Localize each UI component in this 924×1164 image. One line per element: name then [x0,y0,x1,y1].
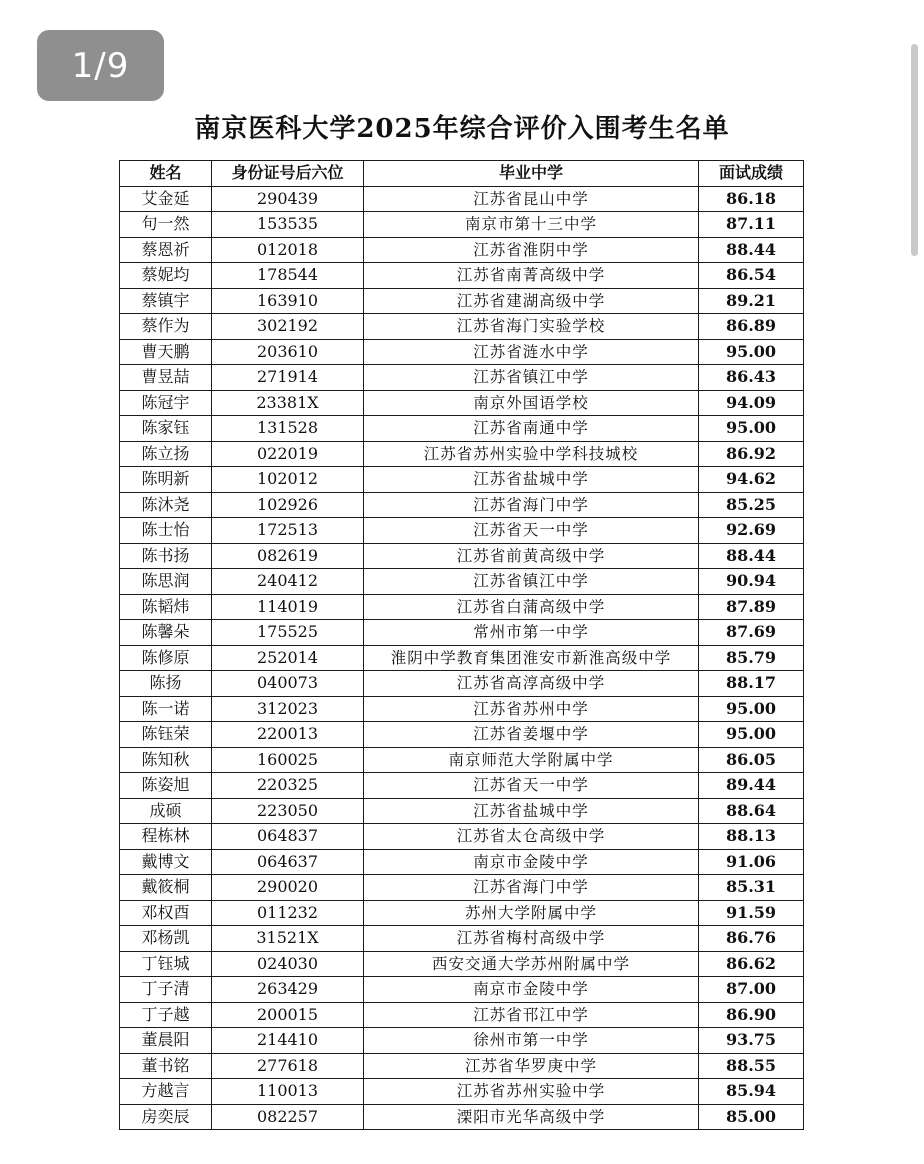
table-row [120,390,804,416]
cell-interview-score: 95.00 [699,339,804,365]
cell-interview-score: 85.31 [699,875,804,901]
cell-interview-score: 86.54 [699,263,804,289]
cell-interview-score: 95.00 [699,722,804,748]
cell-id-last-six: 263429 [212,977,364,1003]
cell-school: 江苏省邗江中学 [364,1002,699,1028]
table-row [120,747,804,773]
cell-interview-score: 89.21 [699,288,804,314]
cell-name: 戴筱桐 [120,875,212,901]
cell-name: 董晨阳 [120,1028,212,1054]
cell-id-last-six: 252014 [212,645,364,671]
cell-interview-score: 86.76 [699,926,804,952]
cell-name: 丁子清 [120,977,212,1003]
table-row [120,569,804,595]
table-row [120,212,804,238]
table-row [120,543,804,569]
cell-interview-score: 87.69 [699,620,804,646]
cell-id-last-six: 214410 [212,1028,364,1054]
table-row [120,365,804,391]
cell-name: 曹昱喆 [120,365,212,391]
scrollbar[interactable] [911,44,918,256]
cell-interview-score: 88.44 [699,237,804,263]
cell-interview-score: 86.92 [699,441,804,467]
cell-school: 江苏省建湖高级中学 [364,288,699,314]
table-row [120,926,804,952]
cell-id-last-six: 302192 [212,314,364,340]
cell-school: 江苏省太仓高级中学 [364,824,699,850]
cell-id-last-six: 082257 [212,1104,364,1130]
cell-id-last-six: 290020 [212,875,364,901]
cell-school: 江苏省镇江中学 [364,365,699,391]
cell-name: 蔡恩祈 [120,237,212,263]
cell-id-last-six: 200015 [212,1002,364,1028]
cell-school: 江苏省海门中学 [364,492,699,518]
cell-id-last-six: 022019 [212,441,364,467]
table-row [120,951,804,977]
cell-id-last-six: 23381X [212,390,364,416]
cell-interview-score: 86.62 [699,951,804,977]
cell-name: 蔡作为 [120,314,212,340]
table-row [120,900,804,926]
table-row [120,1028,804,1054]
cell-school: 南京市第十三中学 [364,212,699,238]
cell-id-last-six: 153535 [212,212,364,238]
table-row [120,467,804,493]
table-row [120,620,804,646]
table-row [120,875,804,901]
cell-school: 南京师范大学附属中学 [364,747,699,773]
table-row [120,645,804,671]
cell-school: 江苏省镇江中学 [364,569,699,595]
table-row [120,849,804,875]
cell-school: 常州市第一中学 [364,620,699,646]
cell-id-last-six: 163910 [212,288,364,314]
cell-school: 江苏省华罗庚中学 [364,1053,699,1079]
cell-name: 邓杨凯 [120,926,212,952]
cell-interview-score: 88.17 [699,671,804,697]
table-row [120,977,804,1003]
cell-school: 西安交通大学苏州附属中学 [364,951,699,977]
table-row [120,594,804,620]
table-row [120,696,804,722]
cell-id-last-six: 175525 [212,620,364,646]
cell-interview-score: 91.06 [699,849,804,875]
table-row [120,237,804,263]
cell-interview-score: 90.94 [699,569,804,595]
cell-id-last-six: 102926 [212,492,364,518]
cell-school: 江苏省白蒲高级中学 [364,594,699,620]
document-title: 南京医科大学2025年综合评价入围考生名单 [194,114,730,144]
header-school: 毕业中学 [364,161,699,187]
table-row [120,518,804,544]
cell-id-last-six: 220013 [212,722,364,748]
cell-interview-score: 89.44 [699,773,804,799]
cell-interview-score: 86.89 [699,314,804,340]
table-row [120,1053,804,1079]
cell-school: 江苏省苏州实验中学 [364,1079,699,1105]
table-row [120,1104,804,1130]
cell-interview-score: 88.13 [699,824,804,850]
cell-name: 陈韬炜 [120,594,212,620]
table-row [120,773,804,799]
cell-interview-score: 87.11 [699,212,804,238]
table-row [120,263,804,289]
header-interview-score: 面试成绩 [699,161,804,187]
cell-id-last-six: 012018 [212,237,364,263]
cell-school: 南京外国语学校 [364,390,699,416]
cell-id-last-six: 178544 [212,263,364,289]
cell-interview-score: 87.89 [699,594,804,620]
cell-name: 成硕 [120,798,212,824]
cell-name: 陈扬 [120,671,212,697]
table-row [120,288,804,314]
cell-name: 陈思润 [120,569,212,595]
cell-name: 陈修原 [120,645,212,671]
cell-id-last-six: 131528 [212,416,364,442]
cell-interview-score: 86.43 [699,365,804,391]
table-row [120,492,804,518]
cell-id-last-six: 064637 [212,849,364,875]
cell-school: 溧阳市光华高级中学 [364,1104,699,1130]
cell-school: 淮阴中学教育集团淮安市新淮高级中学 [364,645,699,671]
table-row [120,1079,804,1105]
cell-school: 江苏省南菁高级中学 [364,263,699,289]
cell-interview-score: 93.75 [699,1028,804,1054]
cell-school: 南京市金陵中学 [364,849,699,875]
cell-school: 江苏省高淳高级中学 [364,671,699,697]
cell-id-last-six: 024030 [212,951,364,977]
cell-name: 陈明新 [120,467,212,493]
cell-interview-score: 85.79 [699,645,804,671]
cell-interview-score: 86.18 [699,186,804,212]
table-row [120,339,804,365]
cell-school: 徐州市第一中学 [364,1028,699,1054]
cell-school: 江苏省梅村高级中学 [364,926,699,952]
cell-id-last-six: 220325 [212,773,364,799]
cell-school: 南京市金陵中学 [364,977,699,1003]
table-row [120,722,804,748]
candidate-table-container [119,160,803,1130]
cell-id-last-six: 040073 [212,671,364,697]
cell-name: 蔡妮均 [120,263,212,289]
cell-id-last-six: 011232 [212,900,364,926]
cell-id-last-six: 064837 [212,824,364,850]
cell-interview-score: 94.62 [699,467,804,493]
cell-school: 江苏省天一中学 [364,773,699,799]
cell-school: 江苏省昆山中学 [364,186,699,212]
cell-name: 戴博文 [120,849,212,875]
header-id-last-six: 身份证号后六位 [212,161,364,187]
cell-interview-score: 92.69 [699,518,804,544]
cell-id-last-six: 223050 [212,798,364,824]
table-body [120,186,804,1130]
cell-name: 程栋林 [120,824,212,850]
cell-id-last-six: 240412 [212,569,364,595]
cell-name: 陈姿旭 [120,773,212,799]
cell-school: 江苏省前黄高级中学 [364,543,699,569]
cell-id-last-six: 271914 [212,365,364,391]
table-row [120,416,804,442]
cell-id-last-six: 102012 [212,467,364,493]
cell-name: 陈知秋 [120,747,212,773]
cell-school: 江苏省苏州实验中学科技城校 [364,441,699,467]
cell-interview-score: 86.90 [699,1002,804,1028]
cell-name: 陈立扬 [120,441,212,467]
cell-school: 江苏省天一中学 [364,518,699,544]
cell-interview-score: 85.94 [699,1079,804,1105]
cell-name: 陈馨朵 [120,620,212,646]
cell-school: 江苏省苏州中学 [364,696,699,722]
table-header-row [120,161,804,187]
cell-school: 江苏省盐城中学 [364,467,699,493]
candidate-table [119,160,804,1130]
cell-id-last-six: 110013 [212,1079,364,1105]
header-name: 姓名 [120,161,212,187]
cell-interview-score: 85.25 [699,492,804,518]
cell-name: 句一然 [120,212,212,238]
cell-id-last-six: 082619 [212,543,364,569]
cell-name: 陈士怡 [120,518,212,544]
cell-name: 方越言 [120,1079,212,1105]
table-row [120,441,804,467]
cell-name: 丁子越 [120,1002,212,1028]
cell-id-last-six: 203610 [212,339,364,365]
table-row [120,186,804,212]
cell-id-last-six: 312023 [212,696,364,722]
cell-interview-score: 88.44 [699,543,804,569]
table-row [120,824,804,850]
cell-school: 江苏省南通中学 [364,416,699,442]
cell-name: 房奕辰 [120,1104,212,1130]
cell-name: 陈钰荣 [120,722,212,748]
cell-interview-score: 94.09 [699,390,804,416]
cell-name: 陈家钰 [120,416,212,442]
cell-school: 江苏省海门中学 [364,875,699,901]
cell-name: 丁钰城 [120,951,212,977]
table-row [120,798,804,824]
cell-name: 蔡镇宇 [120,288,212,314]
page-indicator: 1/9 [37,30,164,101]
cell-school: 江苏省姜堰中学 [364,722,699,748]
cell-name: 曹天鹏 [120,339,212,365]
cell-interview-score: 91.59 [699,900,804,926]
cell-name: 陈冠宇 [120,390,212,416]
cell-id-last-six: 114019 [212,594,364,620]
cell-school: 江苏省海门实验学校 [364,314,699,340]
cell-interview-score: 87.00 [699,977,804,1003]
cell-school: 苏州大学附属中学 [364,900,699,926]
cell-name: 董书铭 [120,1053,212,1079]
cell-name: 邓权酉 [120,900,212,926]
cell-school: 江苏省盐城中学 [364,798,699,824]
cell-interview-score: 95.00 [699,416,804,442]
cell-interview-score: 86.05 [699,747,804,773]
table-row [120,671,804,697]
cell-id-last-six: 160025 [212,747,364,773]
cell-id-last-six: 31521X [212,926,364,952]
cell-id-last-six: 277618 [212,1053,364,1079]
cell-interview-score: 95.00 [699,696,804,722]
cell-id-last-six: 172513 [212,518,364,544]
cell-name: 艾金延 [120,186,212,212]
table-row [120,1002,804,1028]
cell-interview-score: 88.55 [699,1053,804,1079]
table-row [120,314,804,340]
cell-school: 江苏省涟水中学 [364,339,699,365]
cell-interview-score: 85.00 [699,1104,804,1130]
cell-school: 江苏省淮阴中学 [364,237,699,263]
cell-id-last-six: 290439 [212,186,364,212]
cell-name: 陈书扬 [120,543,212,569]
cell-interview-score: 88.64 [699,798,804,824]
cell-name: 陈一诺 [120,696,212,722]
cell-name: 陈沐尧 [120,492,212,518]
